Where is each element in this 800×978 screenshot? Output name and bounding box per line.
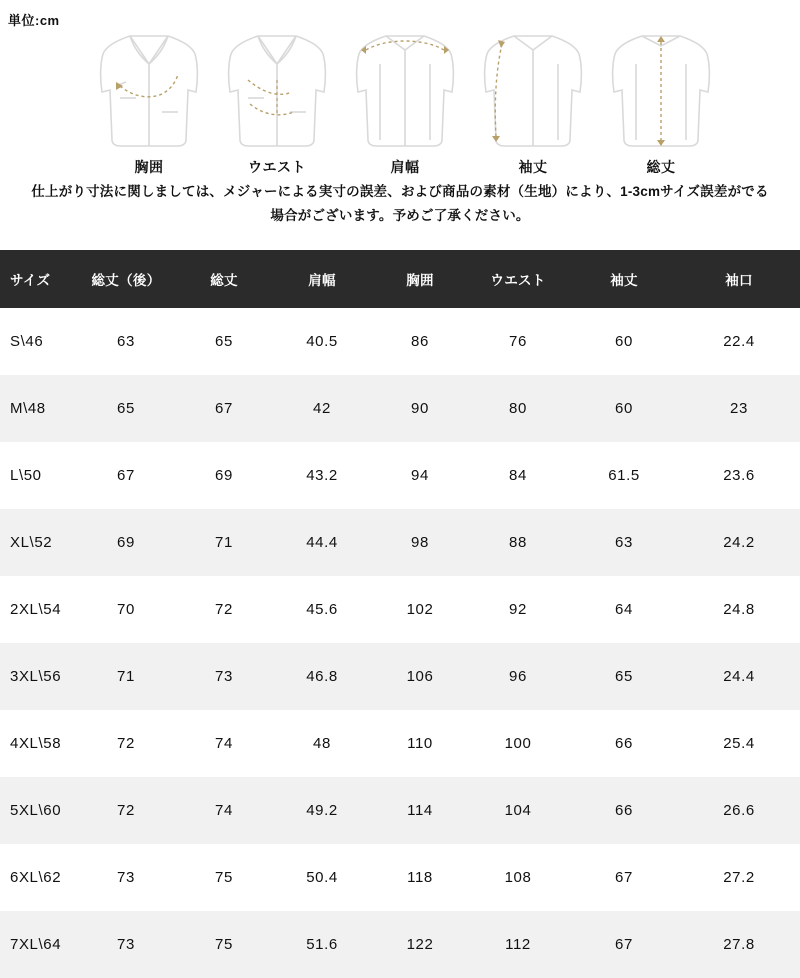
table-row	[0, 375, 800, 442]
table-row	[0, 643, 800, 710]
table-row	[0, 911, 800, 978]
cell-sleeve: 67	[615, 869, 633, 886]
diagram-sleeve	[474, 20, 592, 177]
cell-total-length: 69	[215, 467, 233, 484]
cell-shoulder: 49.2	[306, 802, 338, 819]
cell-total-length-back: 67	[117, 467, 135, 484]
cell-total-length-back: 63	[117, 333, 135, 350]
cell-cuff: 24.4	[723, 668, 755, 685]
cell-shoulder: 48	[313, 735, 331, 752]
cell-chest: 114	[407, 802, 433, 819]
cell-total-length: 73	[215, 668, 233, 685]
diagram-caption: 胸囲	[134, 159, 164, 175]
cell-size: S\46	[10, 333, 44, 350]
column-header-waist: ウエスト	[466, 250, 570, 308]
cell-sleeve: 66	[615, 802, 633, 819]
cell-chest: 110	[407, 735, 433, 752]
cell-sleeve: 63	[615, 534, 633, 551]
cell-cuff: 23	[730, 400, 748, 417]
unit-label: 単位:cm	[8, 13, 60, 28]
cell-total-length-back: 70	[117, 601, 135, 618]
cell-size: 6XL\62	[10, 869, 62, 886]
cell-size: 4XL\58	[10, 735, 62, 752]
table-row	[0, 308, 800, 375]
cell-cuff: 26.6	[723, 802, 755, 819]
cell-cuff: 23.6	[723, 467, 755, 484]
diagram-caption: 総丈	[646, 159, 676, 175]
cell-size: 2XL\54	[10, 601, 62, 618]
table-row	[0, 509, 800, 576]
cell-cuff: 27.2	[723, 869, 755, 886]
jacket-waist-icon	[218, 20, 336, 155]
cell-shoulder: 43.2	[306, 467, 338, 484]
cell-cuff: 24.8	[723, 601, 755, 618]
cell-total-length-back: 71	[117, 668, 135, 685]
cell-chest: 94	[411, 467, 429, 484]
cell-cuff: 27.8	[723, 936, 755, 953]
cell-waist: 92	[509, 601, 527, 618]
size-chart-table	[0, 250, 800, 978]
cell-total-length-back: 69	[117, 534, 135, 551]
column-header-chest: 胸囲	[374, 250, 466, 308]
cell-chest: 86	[411, 333, 429, 350]
cell-chest: 106	[406, 668, 434, 685]
cell-cuff: 22.4	[723, 333, 755, 350]
cell-chest: 118	[407, 869, 433, 886]
cell-sleeve: 60	[615, 400, 633, 417]
cell-size: XL\52	[10, 534, 53, 551]
cell-total-length-back: 73	[117, 936, 135, 953]
diagram-chest	[90, 20, 208, 177]
cell-shoulder: 44.4	[306, 534, 338, 551]
table-row	[0, 844, 800, 911]
cell-waist: 108	[504, 869, 532, 886]
cell-size: M\48	[10, 400, 46, 417]
table-row	[0, 576, 800, 643]
cell-waist: 100	[504, 735, 532, 752]
cell-total-length: 75	[215, 869, 233, 886]
cell-waist: 80	[509, 400, 527, 417]
column-header-cuff: 袖口	[678, 250, 800, 308]
cell-sleeve: 60	[615, 333, 633, 350]
cell-total-length: 67	[215, 400, 233, 417]
measurement-note: 仕上がり寸法に関しましては、メジャーによる実寸の誤差、および商品の素材（生地）により、1-3cmサイズ誤差がでる場合がございます。予めご了承ください。	[31, 184, 769, 223]
column-header-total-length: 総丈	[178, 250, 270, 308]
cell-total-length-back: 73	[117, 869, 135, 886]
cell-chest: 90	[411, 400, 429, 417]
cell-total-length: 71	[215, 534, 233, 551]
cell-total-length: 72	[215, 601, 233, 618]
cell-shoulder: 46.8	[306, 668, 338, 685]
diagram-length	[602, 20, 720, 177]
table-header-row	[0, 250, 800, 308]
cell-chest: 98	[411, 534, 429, 551]
cell-sleeve: 65	[615, 668, 633, 685]
cell-shoulder: 45.6	[306, 601, 338, 618]
jacket-sleeve-icon	[474, 20, 592, 155]
cell-total-length-back: 72	[117, 802, 135, 819]
cell-cuff: 25.4	[723, 735, 755, 752]
diagram-caption: 袖丈	[518, 159, 548, 175]
cell-shoulder: 51.6	[306, 936, 338, 953]
cell-total-length: 74	[215, 735, 233, 752]
jacket-length-icon	[602, 20, 720, 155]
cell-waist: 112	[505, 936, 531, 953]
measurement-diagrams	[90, 20, 720, 175]
cell-total-length: 65	[215, 333, 233, 350]
cell-chest: 102	[406, 601, 434, 618]
cell-size: 3XL\56	[10, 668, 62, 685]
cell-waist: 88	[509, 534, 527, 551]
cell-waist: 84	[509, 467, 527, 484]
cell-size: L\50	[10, 467, 42, 484]
diagram-caption: 肩幅	[390, 159, 420, 175]
jacket-shoulder-icon	[346, 20, 464, 155]
cell-sleeve: 64	[615, 601, 633, 618]
diagram-waist	[218, 20, 336, 177]
table-row	[0, 710, 800, 777]
table-row	[0, 442, 800, 509]
cell-waist: 104	[504, 802, 532, 819]
cell-shoulder: 40.5	[306, 333, 338, 350]
cell-sleeve: 66	[615, 735, 633, 752]
cell-cuff: 24.2	[723, 534, 755, 551]
cell-size: 7XL\64	[10, 936, 62, 953]
cell-total-length: 74	[215, 802, 233, 819]
cell-shoulder: 50.4	[306, 869, 338, 886]
diagram-caption: ウエスト	[248, 159, 306, 175]
column-header-sleeve: 袖丈	[570, 250, 678, 308]
cell-waist: 76	[509, 333, 527, 350]
cell-sleeve: 61.5	[608, 467, 640, 484]
cell-total-length: 75	[215, 936, 233, 953]
cell-size: 5XL\60	[10, 802, 62, 819]
cell-waist: 96	[509, 668, 527, 685]
cell-chest: 122	[406, 936, 434, 953]
jacket-chest-icon	[90, 20, 208, 155]
cell-total-length-back: 65	[117, 400, 135, 417]
column-header-shoulder: 肩幅	[270, 250, 374, 308]
cell-sleeve: 67	[615, 936, 633, 953]
cell-shoulder: 42	[313, 400, 331, 417]
diagram-shoulder	[346, 20, 464, 177]
column-header-size: サイズ	[0, 250, 74, 308]
table-row	[0, 777, 800, 844]
cell-total-length-back: 72	[117, 735, 135, 752]
column-header-total-length-back: 総丈（後）	[74, 250, 178, 308]
